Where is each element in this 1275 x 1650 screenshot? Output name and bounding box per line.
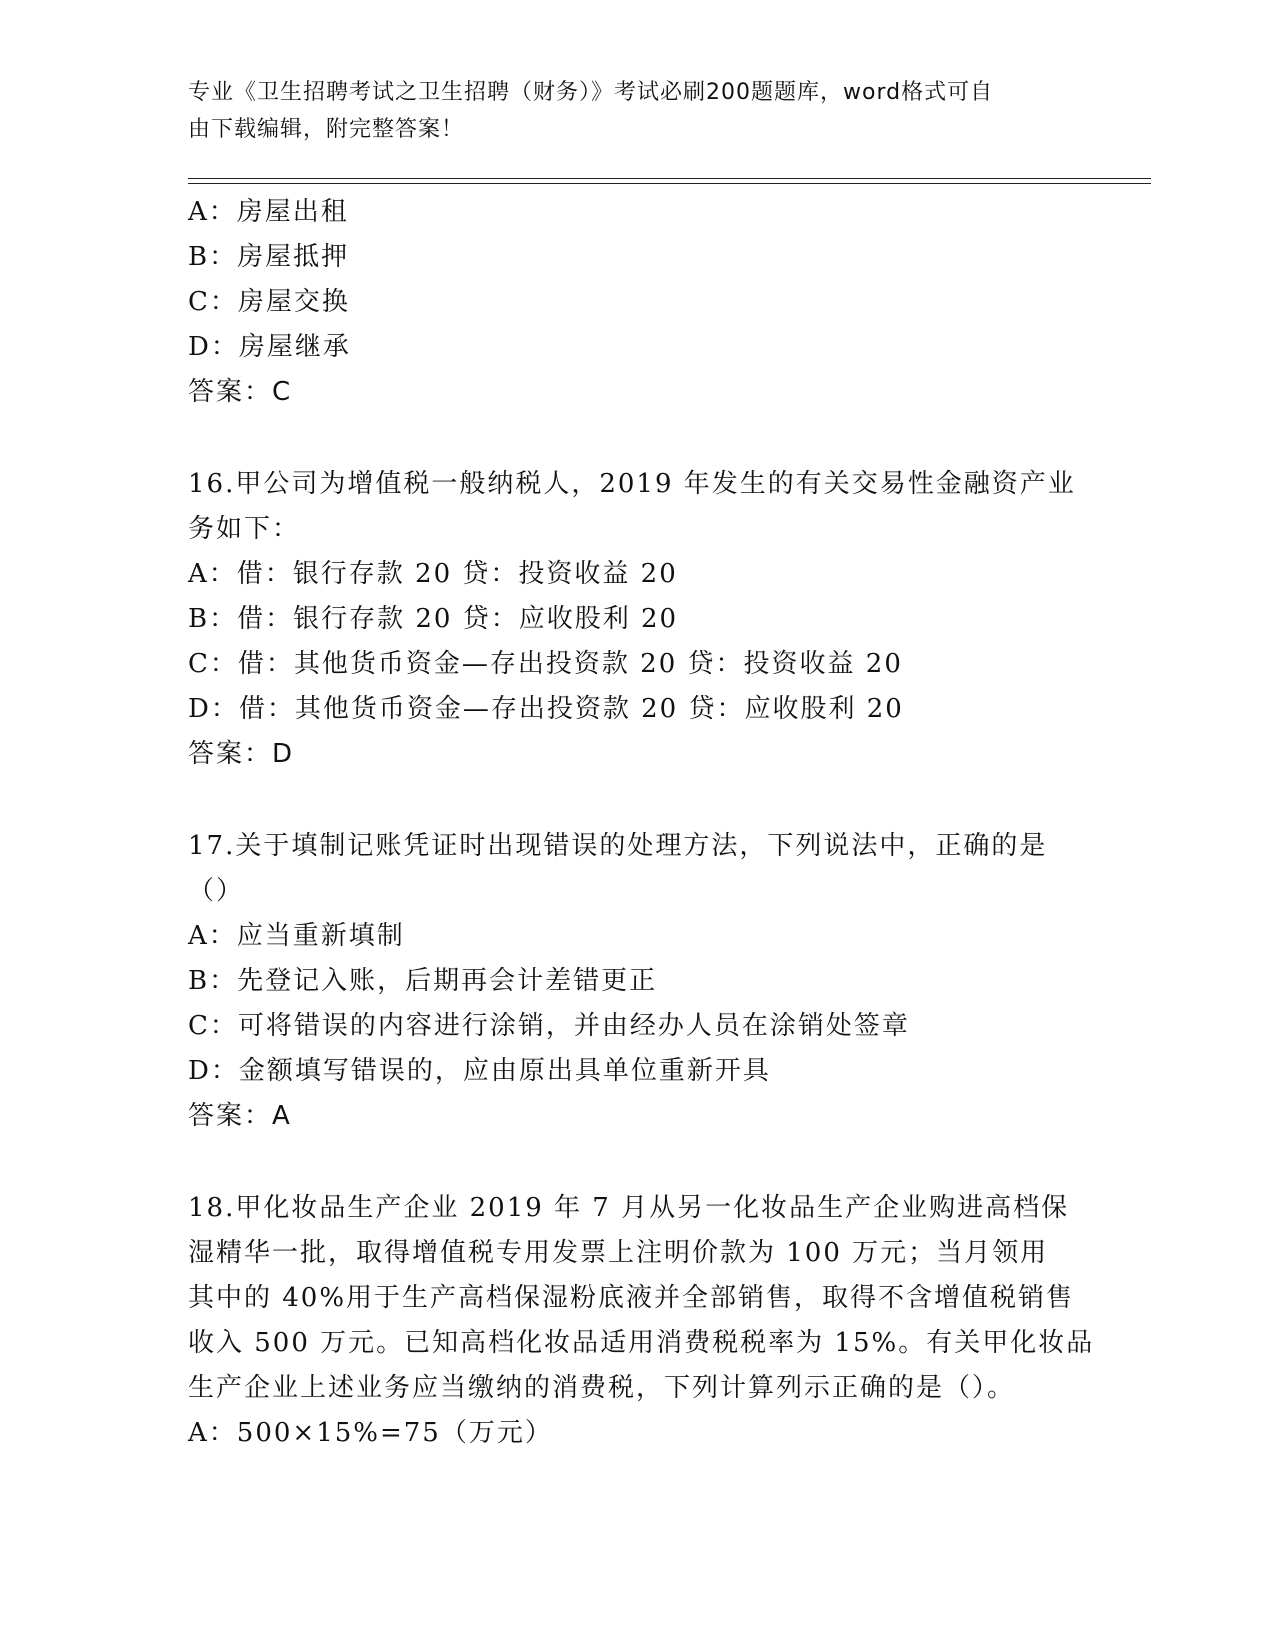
option-a: A：借：银行存款 20 贷：投资收益 20	[188, 559, 678, 589]
question-18	[188, 1186, 1095, 1456]
option-d: D：借：其他货币资金—存出投资款 20 贷：应收股利 20	[188, 694, 904, 724]
spacer	[188, 1139, 1088, 1186]
question-15	[188, 190, 1088, 415]
question-stem-line: （）	[188, 876, 245, 906]
option-d: D：房屋继承	[188, 332, 351, 362]
spacer	[188, 777, 1088, 824]
header-divider-bottom	[188, 183, 1151, 184]
answer: 答案：A	[188, 1101, 292, 1131]
question-stem-line: 18.甲化妆品生产企业 2019 年 7 月从另一化妆品生产企业购进高档保	[188, 1193, 1070, 1223]
option-c: C：可将错误的内容进行涂销，并由经办人员在涂销处签章	[188, 1011, 910, 1041]
option-a: A：应当重新填制	[188, 921, 405, 951]
option-c: C：房屋交换	[188, 287, 350, 317]
question-stem-line: 生产企业上述业务应当缴纳的消费税，下列计算列示正确的是（）。	[188, 1373, 1016, 1403]
option-d: D：金额填写错误的，应由原出具单位重新开具	[188, 1056, 771, 1086]
document-body	[188, 190, 1095, 1456]
option-b: B：借：银行存款 20 贷：应收股利 20	[188, 604, 679, 634]
spacer	[188, 415, 1088, 462]
option-a: A：房屋出租	[188, 197, 349, 227]
answer: 答案：C	[188, 377, 293, 407]
answer: 答案：D	[188, 739, 295, 769]
option-c: C：借：其他货币资金—存出投资款 20 贷：投资收益 20	[188, 649, 903, 679]
header-divider-top	[188, 178, 1151, 179]
question-stem-line: 17.关于填制记账凭证时出现错误的处理方法，下列说法中，正确的是	[188, 831, 1048, 861]
question-stem-line: 16.甲公司为增值税一般纳税人，2019 年发生的有关交易性金融资产业	[188, 469, 1076, 499]
question-17	[188, 824, 1088, 1139]
question-stem-line: 湿精华一批，取得增值税专用发票上注明价款为 100 万元；当月领用	[188, 1238, 1049, 1268]
header-line-2: 由下载编辑，附完整答案！	[188, 117, 465, 142]
question-stem-line: 收入 500 万元。已知高档化妆品适用消费税税率为 15%。有关甲化妆品	[188, 1328, 1095, 1358]
document-header	[188, 74, 1068, 148]
header-line-1: 专业《卫生招聘考试之卫生招聘（财务）》考试必刷200题题库，word格式可自	[188, 80, 994, 105]
option-b: B：房屋抵押	[188, 242, 350, 272]
question-stem-line: 其中的 40%用于生产高档保湿粉底液并全部销售，取得不含增值税销售	[188, 1283, 1075, 1313]
option-b: B：先登记入账，后期再会计差错更正	[188, 966, 658, 996]
question-16	[188, 462, 1088, 777]
question-stem-line: 务如下：	[188, 514, 301, 544]
option-a: A：500×15%=75（万元）	[188, 1418, 553, 1448]
